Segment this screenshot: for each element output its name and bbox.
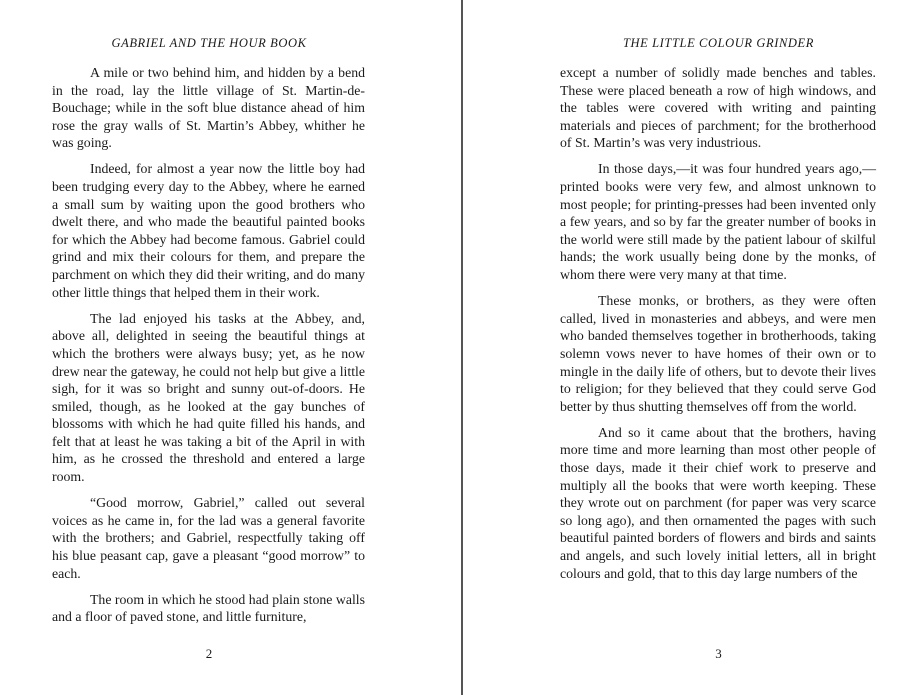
right-running-head: THE LITTLE COLOUR GRINDER: [622, 36, 815, 50]
paragraph: A mile or two behind him, and hidden by a bend in the road, lay the little village of St. Martin-de-Bouchage; while in the soft blue distance ahead of him rose the gray walls of St. Martin’s Abbey, whither he was going.: [52, 65, 365, 151]
paragraph: These monks, or brothers, as they were often called, lived in monasteries and abbeys, and were men who banded themselves together in brotherhoods, taking solemn vows never to have homes of their own or to mingle in the daily life of others, but to devote their lives to religion; for they believed that they could serve God better by thus shutting themselves off from the world.: [560, 293, 876, 414]
paragraph: The lad enjoyed his tasks at the Abbey, and, above all, delighted in seeing the beautiful things at which the brothers were always busy; yet, as he now drew near the gateway, he could not help but give a little sigh, for it was so bright and sunny out-of-doors. He smiled, though, as he looked at the gay bunches of blossoms with which he had quite filled his hands, and felt that at least he was taking a bit of the April in with him, as he crossed the threshold and entered a large room.: [52, 310, 365, 485]
right-page: [463, 0, 924, 695]
left-body-text: [52, 64, 365, 634]
left-running-head: GABRIEL AND THE HOUR BOOK: [111, 36, 307, 50]
right-body-text: [560, 64, 876, 591]
paragraph: The room in which he stood had plain stone walls and a floor of paved stone, and little furniture,: [52, 591, 365, 625]
paragraph-continuation: except a number of solidly made benches and tables. These were placed beneath a row of high windows, and the tables were covered with writing and painting materials and pieces of parchment; for the brotherhood of St. Martin’s was very industrious.: [560, 65, 876, 151]
left-page: [0, 0, 461, 695]
left-page-number: 2: [205, 646, 213, 661]
paragraph: Indeed, for almost a year now the little boy had been trudging every day to the Abbey, where he earned a small sum by waiting upon the good brothers who dwelt there, and who made the beautiful painted books for which the Abbey had become famous. Gabriel could grind and mix their colours for them, and prepare the parchment on which they did their writing, and do many other little things that helped them in their work.: [52, 161, 365, 300]
paragraph: And so it came about that the brothers, having more time and more learning than most other people of those days, made it their chief work to preserve and multiply all the books that were worth keeping. These they wrote out on parchment (for paper was very scarce so long ago), and then ornamented the pages with such beautiful painted borders of flowers and birds and saints and angels, and such lovely initial letters, all in bright colours and gold, that to this day large numbers of the: [560, 424, 876, 581]
right-page-number: 3: [715, 646, 722, 661]
paragraph: In those days,—it was four hundred years ago,—printed books were very few, and almost unknown to most people; for printing-presses had been invented only a few years, and so by far the greater number of books in the world were still made by the patient labour of skilful hands; the work usually being done by the monks, of whom there were very many at that time.: [560, 161, 876, 283]
paragraph: “Good morrow, Gabriel,” called out several voices as he came in, for the lad was a general favorite with the brothers; and Gabriel, respectfully taking off his blue peasant cap, gave a pleasant “good morrow” to each.: [52, 495, 365, 581]
